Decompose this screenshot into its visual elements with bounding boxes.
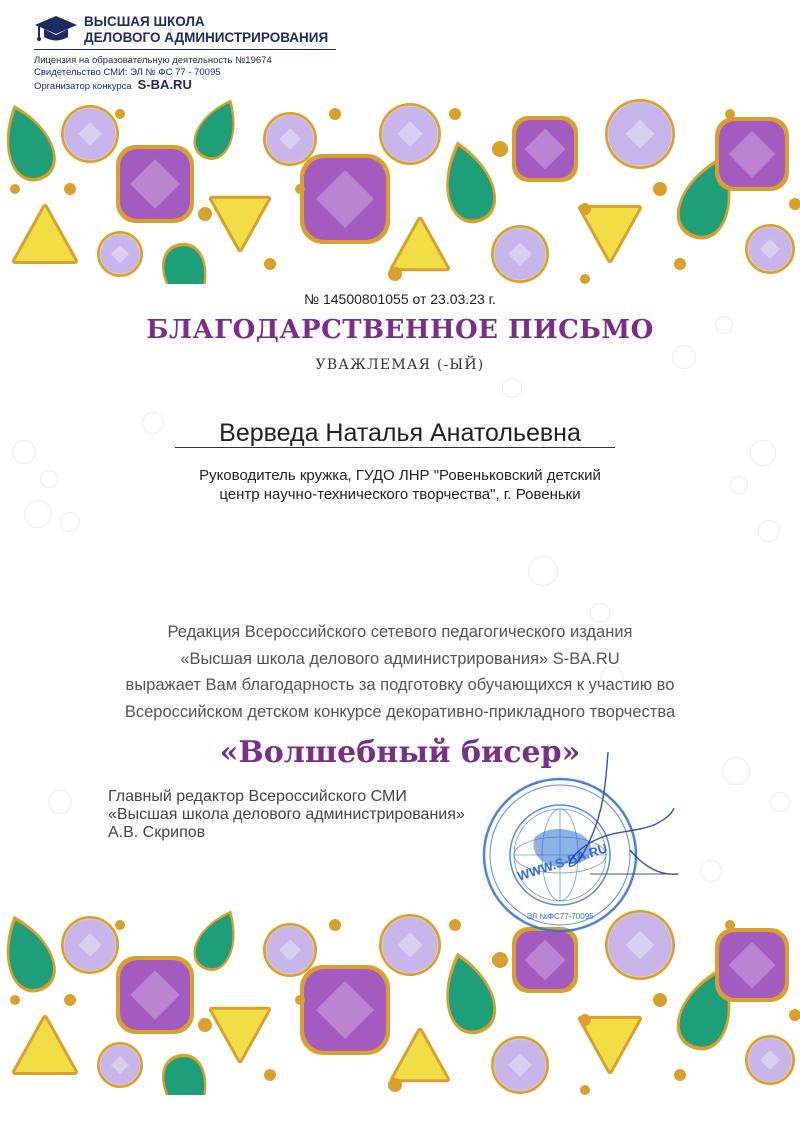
position-line-1: Руководитель кружка, ГУДО ЛНР "Ровеньковский детский bbox=[199, 467, 601, 484]
gold-bead bbox=[789, 198, 800, 210]
gold-bead bbox=[264, 258, 276, 270]
gold-bead bbox=[10, 184, 20, 194]
header-divider bbox=[34, 49, 336, 50]
contest-title: «Волшебный бисер» bbox=[219, 735, 581, 770]
document-title: БЛАГОДАРСТВЕННОЕ ПИСЬМО bbox=[146, 315, 654, 345]
gold-bead bbox=[674, 1069, 686, 1081]
gold-bead bbox=[198, 1018, 212, 1032]
header-meta bbox=[34, 55, 272, 93]
gold-bead bbox=[674, 258, 686, 270]
editor-signature-block bbox=[108, 788, 465, 842]
gold-bead bbox=[492, 952, 508, 968]
message-line-2: «Высшая школа делового администрирования» S-BA.RU bbox=[180, 649, 620, 668]
gold-bead bbox=[264, 1069, 276, 1081]
salutation: УВАЖЛЕМАЯ (-ЫЙ) bbox=[315, 357, 485, 373]
gold-bead bbox=[64, 994, 76, 1006]
organization-name bbox=[84, 14, 328, 46]
stamp-registration-text: ЭЛ №ФС77-70095 bbox=[526, 912, 594, 921]
stamp-center-text: WWW.S-BA.RU bbox=[515, 840, 610, 884]
gold-bead bbox=[725, 109, 735, 119]
gold-bead bbox=[653, 993, 667, 1007]
license-text: Лицензия на образовательную деятельность №19674 bbox=[34, 55, 272, 66]
gold-bead bbox=[115, 920, 125, 930]
media-certificate-text: Свидетельство СМИ: ЭЛ № ФС 77 - 70095 bbox=[34, 67, 221, 78]
editor-organization: «Высшая школа делового администрирования» bbox=[108, 806, 465, 823]
gold-bead bbox=[388, 267, 402, 281]
organizer-brand: S-BA.RU bbox=[137, 77, 192, 92]
organizer-label: Организатор конкурса bbox=[34, 81, 132, 92]
gold-bead bbox=[295, 184, 305, 194]
gold-bead bbox=[329, 919, 341, 931]
gold-bead bbox=[115, 109, 125, 119]
message-line-4: Всероссийском детском конкурсе декоративно-прикладного творчества bbox=[124, 702, 676, 721]
editor-title: Главный редактор Всероссийского СМИ bbox=[108, 788, 407, 805]
editor-name: А.В. Скрипов bbox=[108, 824, 206, 841]
gold-bead bbox=[449, 108, 461, 120]
gem-border-bottom bbox=[0, 905, 800, 1095]
gold-bead bbox=[449, 919, 461, 931]
gold-bead bbox=[579, 203, 591, 215]
gold-bead bbox=[579, 1014, 591, 1026]
handwritten-signature bbox=[560, 750, 690, 900]
gold-bead bbox=[329, 108, 341, 120]
gold-bead bbox=[580, 274, 590, 284]
gold-bead bbox=[725, 920, 735, 930]
gold-bead bbox=[789, 1009, 800, 1021]
gold-bead bbox=[492, 141, 508, 157]
gratitude-message bbox=[0, 619, 800, 725]
gold-bead bbox=[653, 182, 667, 196]
graduation-cap-icon bbox=[34, 14, 78, 44]
recipient-name: Верведа Наталья Анатольевна bbox=[219, 419, 581, 447]
recipient-underline bbox=[175, 447, 615, 448]
document-number: № 14500801055 от 23.03.23 г. bbox=[304, 291, 496, 307]
org-name-line1: ВЫСШАЯ ШКОЛА bbox=[84, 14, 205, 29]
recipient-position bbox=[0, 466, 800, 504]
gold-bead bbox=[64, 183, 76, 195]
message-line-3: выражает Вам благодарность за подготовку обучающихся к участию во bbox=[125, 676, 675, 694]
gold-bead bbox=[10, 995, 20, 1005]
position-line-2: центр научно-технического творчества", г. Ровеньки bbox=[219, 486, 581, 503]
gold-bead bbox=[388, 1078, 402, 1092]
message-line-1: Редакция Всероссийского сетевого педагогического издания bbox=[167, 623, 633, 641]
gold-bead bbox=[295, 995, 305, 1005]
gold-bead bbox=[198, 207, 212, 221]
org-name-line2: ДЕЛОВОГО АДМИНИСТРИРОВАНИЯ bbox=[84, 30, 329, 45]
gem-border-top bbox=[0, 94, 800, 284]
gold-bead bbox=[580, 1085, 590, 1095]
